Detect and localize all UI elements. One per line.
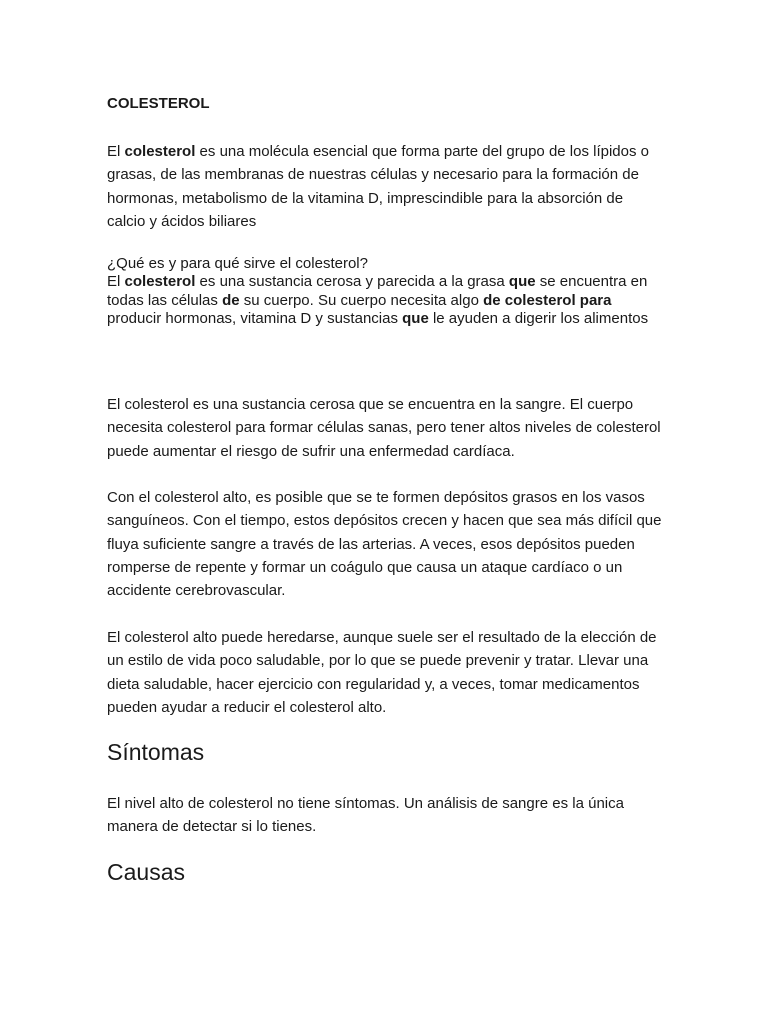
paragraph-1: El colesterol es una sustancia cerosa que se encuentra en la sangre. El cuerpo necesita colesterol para formar células sanas, pero tener altos niveles de colesterol puede aumentar el riesgo de sufrir una enfermedad cardíaca. — [107, 396, 661, 460]
answer-bold-3: de — [222, 291, 240, 309]
question-line: ¿Qué es y para qué sirve el colesterol? — [107, 255, 368, 272]
answer-text-6: le ayuden a digerir los alimentos — [428, 310, 649, 328]
paragraph-2: Con el colesterol alto, es posible que se te formen depósitos grasos en los vasos sanguíneos. Con el tiempo, estos depósitos crecen y hacen que sea más difícil que fluya suficiente sangre a través de las arterias. A veces, esos depósitos pueden romperse de repente y formar un coágulo que causa un ataque cardíaco o un accidente cerebrovascular. — [107, 489, 662, 600]
intro-bold-term: colesterol — [124, 143, 196, 160]
answer-bold-2: que — [508, 273, 536, 291]
intro-text-rest: es una molécula esencial que forma parte del grupo de los lípidos o grasas, de las membranas de nuestras células y necesario para la formación de hormonas, metabolismo de la vitamina D, imprescindible para la absorción de calcio y ácidos biliares — [107, 143, 650, 230]
answer-text-5: producir hormonas, vitamina D y sustancias — [107, 310, 403, 328]
question-answer — [107, 273, 663, 328]
answer-bold-1: colesterol — [124, 273, 196, 291]
answer-text-3: se encuentra en todas las células — [107, 273, 648, 309]
answer-text-4: su cuerpo. Su cuerpo necesita algo — [239, 291, 484, 309]
question-block — [107, 255, 663, 329]
answer-text-1: El — [107, 273, 125, 291]
answer-bold-5: que — [402, 310, 429, 328]
answer-text-2: es una sustancia cerosa y parecida a la grasa — [195, 273, 509, 291]
intro-text-start: El — [107, 143, 125, 160]
heading-causas: Causas — [107, 859, 185, 885]
document-title: COLESTEROL — [107, 95, 210, 112]
intro-paragraph — [107, 140, 663, 233]
heading-sintomas: Síntomas — [107, 739, 205, 765]
answer-bold-4: de colesterol para — [483, 291, 612, 309]
paragraph-3: El colesterol alto puede heredarse, aunque suele ser el resultado de la elección de un estilo de vida poco saludable, por lo que se puede prevenir y tratar. Llevar una dieta saludable, hacer ejercicio con regularidad y, a veces, tomar medicamentos pueden ayudar a reducir el colesterol alto. — [107, 629, 657, 716]
paragraph-sintomas: El nivel alto de colesterol no tiene síntomas. Un análisis de sangre es la única manera de detectar si lo tienes. — [107, 795, 624, 836]
